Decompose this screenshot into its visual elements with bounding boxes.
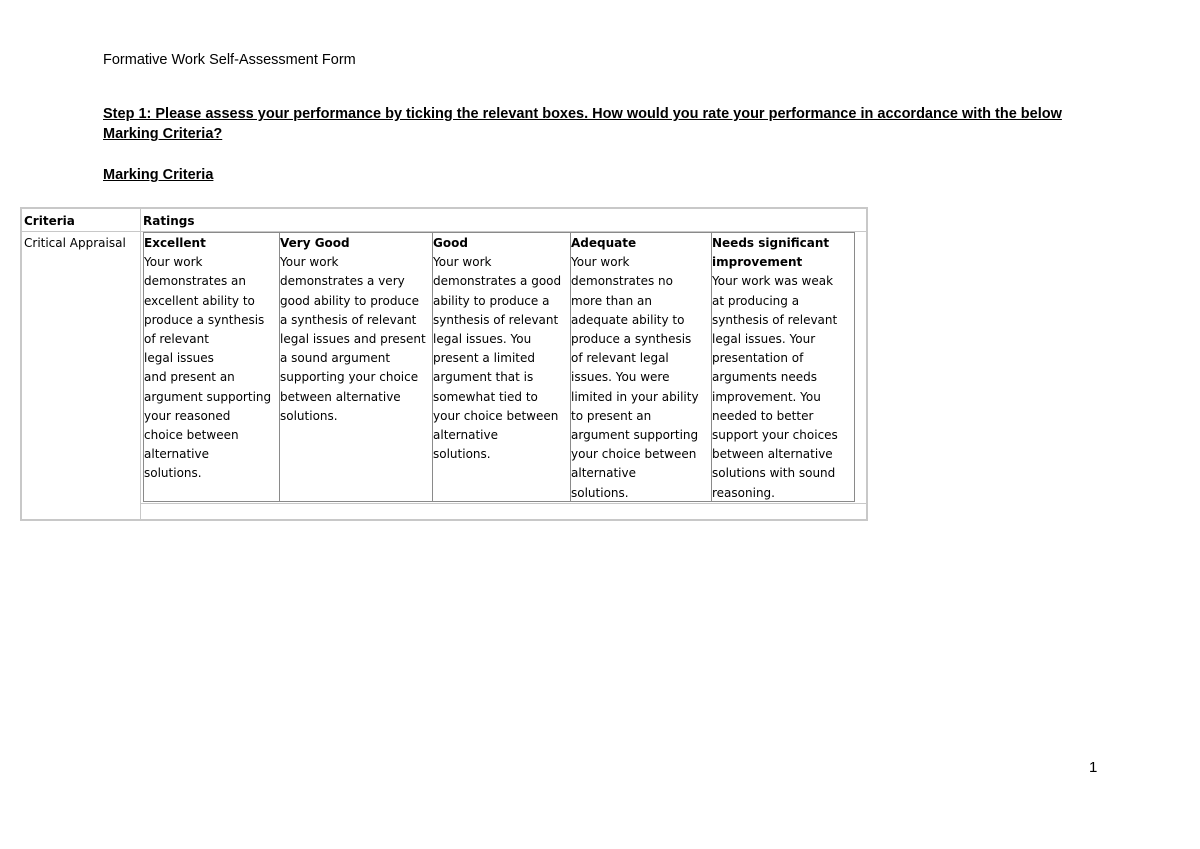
rating-description: Your work demonstrates an excellent ability to produce a synthesis of relevant legal issues and present an argument supporting your reasoned choice between alternative solutions. — [144, 255, 272, 481]
step-1-instruction: Step 1: Please assess your performance by ticking the relevant boxes. How would you rate your performance in accordance with the below Marking Criteria? — [103, 106, 1062, 142]
table-header-row — [22, 209, 866, 232]
criteria-name-cell: Critical Appraisal — [24, 236, 126, 250]
rating-description: Your work demonstrates no more than an adequate ability to produce a synthesis of relevant legal issues. You were limited in your ability to present an argument supporting your choice between alternative solutions. — [571, 255, 699, 500]
rating-description: Your work was weak at producing a synthesis of relevant legal issues. Your presentation of arguments needs improvement. You needed to better support your choices between alternative solutions with sound reasoning. — [712, 274, 838, 500]
rating-cell-adequate[interactable] — [571, 233, 712, 501]
column-divider — [140, 209, 141, 519]
rating-description: Your work demonstrates a good ability to produce a synthesis of relevant legal issues. You present a limited argument that is somewhat tied to your choice between alternative solutions. — [433, 255, 562, 462]
criteria-column-header: Criteria — [24, 214, 75, 228]
rating-description: Your work demonstrates a very good ability to produce a synthesis of relevant legal issues and present a sound argument supporting your choice between alternative solutions. — [280, 255, 426, 423]
ratings-column-header: Ratings — [143, 214, 195, 228]
rating-title: Adequate — [571, 236, 637, 250]
rating-cell-good[interactable] — [433, 233, 571, 501]
rating-cell-very-good[interactable] — [280, 233, 433, 501]
ratings-grid — [143, 232, 855, 502]
rating-cell-excellent[interactable] — [144, 233, 280, 501]
rating-title: Very Good — [280, 236, 350, 250]
rating-cell-needs-significant-improvement[interactable] — [712, 233, 854, 501]
marking-criteria-table — [20, 207, 868, 521]
page-number: 1 — [1089, 759, 1098, 776]
rating-title: Excellent — [144, 236, 206, 250]
marking-criteria-heading: Marking Criteria — [103, 167, 214, 183]
rating-title: Needs significant improvement — [712, 236, 830, 270]
document-title: Formative Work Self-Assessment Form — [103, 52, 356, 68]
rating-title: Good — [433, 236, 468, 250]
table-row-divider — [141, 503, 866, 504]
